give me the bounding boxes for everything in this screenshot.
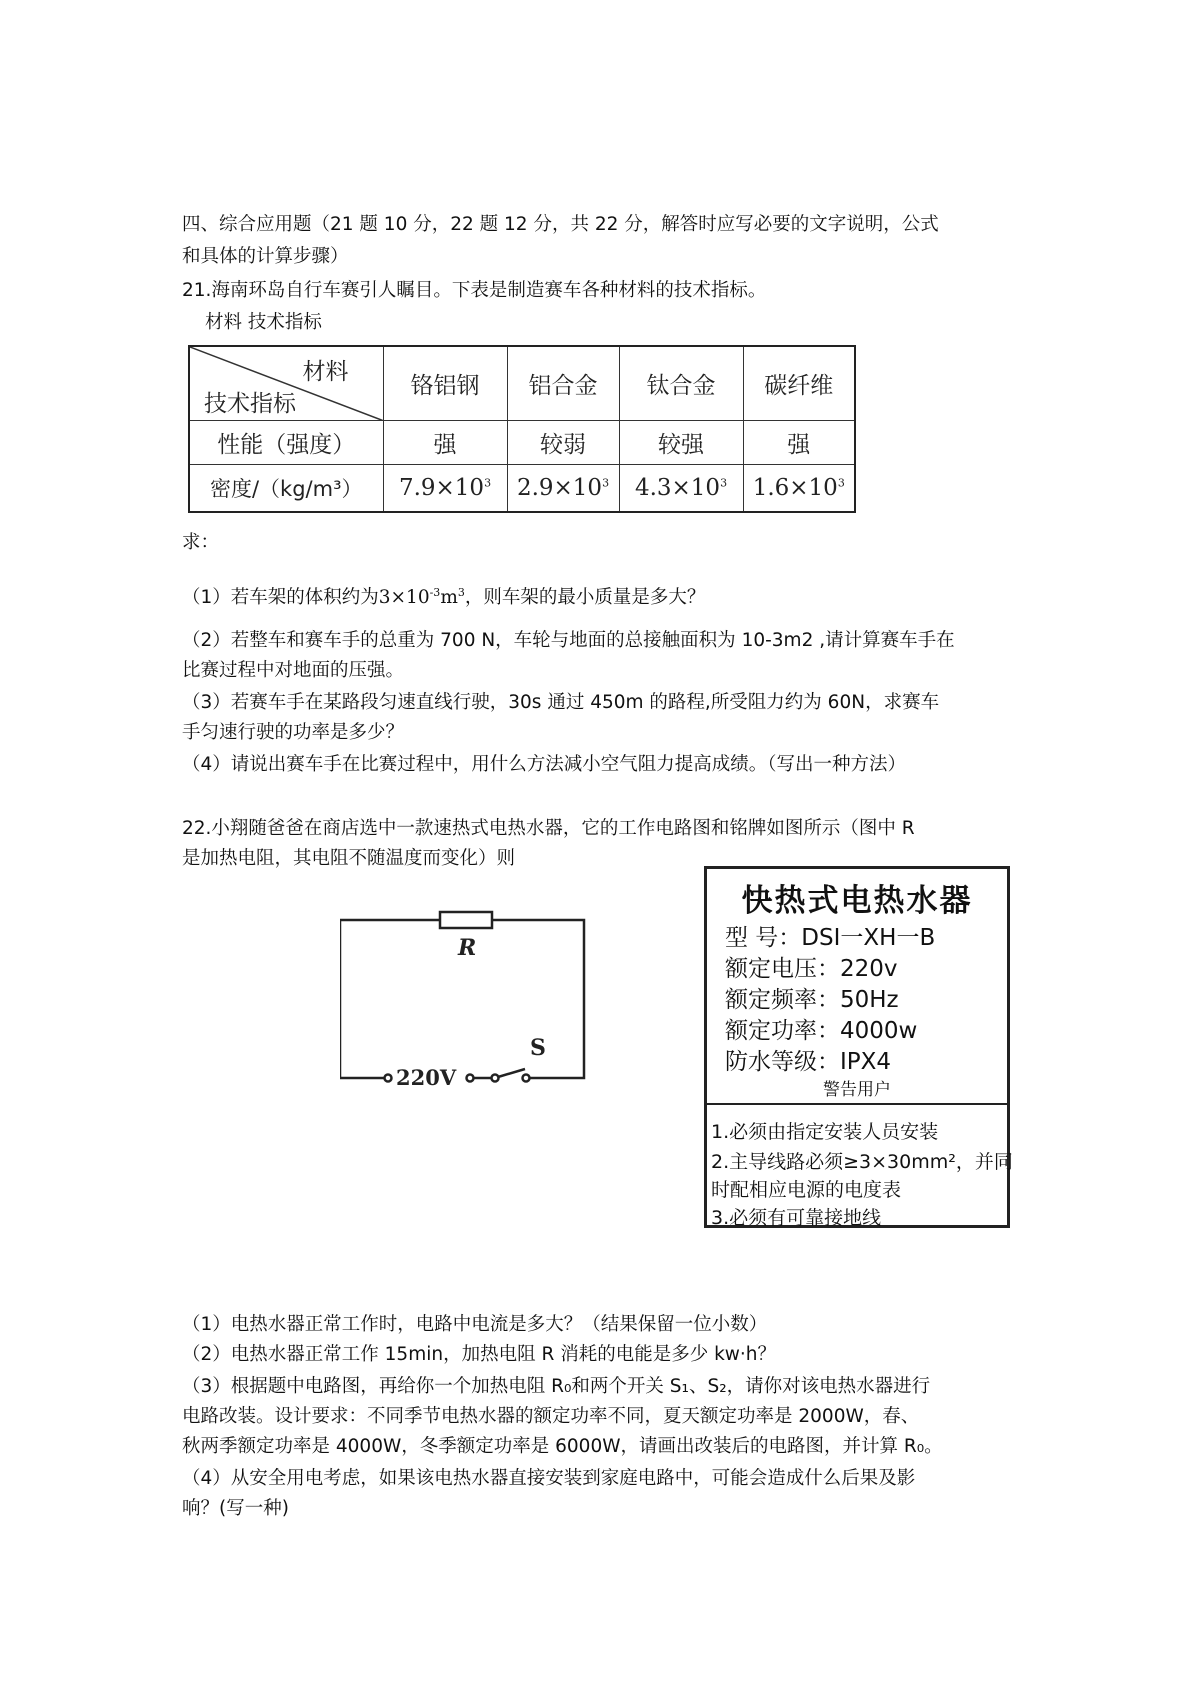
nameplate-waterproof: 防水等级：IPX4 — [725, 1049, 892, 1075]
switch-contact-icon — [523, 1075, 530, 1082]
q22-part2: （2）电热水器正常工作 15min，加热电阻 R 消耗的电能是多少 kw·h？ — [182, 1344, 777, 1365]
circuit-diagram — [340, 895, 600, 1095]
q21-part2-line1: （2）若整车和赛车手的总重为 700 N，车轮与地面的总接触面积为 10-3m2 ,请计算赛车手在 — [182, 630, 955, 651]
switch-icon — [498, 1069, 525, 1077]
nameplate-warning-title: 警告用户 — [823, 1080, 891, 1100]
material-header: 铝合金 — [507, 346, 619, 420]
switch-contact-icon — [492, 1075, 499, 1082]
q22-part3-line2: 电路改装。设计要求：不同季节电热水器的额定功率不同，夏天额定功率是 2000W，春、 — [182, 1406, 920, 1427]
nameplate-voltage: 额定电压：220v — [725, 956, 898, 982]
nameplate-frequency: 额定频率：50Hz — [725, 987, 899, 1013]
nameplate-model: 型 号：DSI一XH一B — [725, 925, 936, 951]
table-corner-cell — [189, 346, 383, 420]
corner-label-material: 材料 — [302, 359, 349, 385]
q21-part3-line2: 手匀速行驶的功率是多少？ — [182, 722, 405, 743]
strength-cell: 较弱 — [507, 420, 619, 464]
voltage-label: 220V — [396, 1065, 457, 1090]
density-cell: $1.6\times 10^3$ — [743, 464, 855, 512]
nameplate-power: 额定功率：4000w — [725, 1018, 918, 1044]
terminal-icon — [385, 1075, 392, 1082]
density-cell: $7.9\times 10^3$ — [383, 464, 507, 512]
q21-part2-line2: 比赛过程中对地面的压强。 — [182, 660, 405, 681]
row-label-density: 密度/（kg/m³） — [189, 464, 383, 512]
strength-cell: 强 — [383, 420, 507, 464]
nameplate-note: 2.主导线路必须≥3×30mm²，并同 — [711, 1151, 1013, 1173]
corner-label-index: 技术指标 — [204, 390, 296, 417]
q22-part1: （1）电热水器正常工作时，电路中电流是多大？（结果保留一位小数） — [182, 1314, 768, 1335]
circuit-wire — [340, 920, 385, 1078]
resistor-label: R — [458, 935, 477, 961]
section-title-line2: 和具体的计算步骤） — [182, 246, 349, 267]
q22-part3-line3: 秋两季额定功率是 4000W，冬季额定功率是 6000W，请画出改装后的电路图，并计算 R₀。 — [182, 1436, 943, 1457]
switch-label: S — [530, 1035, 546, 1061]
nameplate-note: 3.必须有可靠接地线 — [711, 1207, 882, 1229]
q21-table-caption: 材料 技术指标 — [205, 312, 322, 333]
material-header: 碳纤维 — [743, 346, 855, 420]
nameplate-note: 1.必须由指定安装人员安装 — [711, 1121, 939, 1143]
material-header: 铬铝钢 — [383, 346, 507, 420]
q22-part4-line1: （4）从安全用电考虑，如果该电热水器直接安装到家庭电路中，可能会造成什么后果及影 — [182, 1468, 916, 1489]
q21-part1: （1）若车架的体积约为$3\times 10^{-3}m^3$，则车架的最小质量是多大？ — [182, 586, 706, 609]
material-header: 钛合金 — [619, 346, 743, 420]
q22-stem-line2: 是加热电阻，其电阻不随温度而变化）则 — [182, 848, 516, 869]
strength-cell: 强 — [743, 420, 855, 464]
q21-ask: 求： — [182, 532, 220, 553]
q21-stem: 21.海南环岛自行车赛引人瞩目。下表是制造赛车各种材料的技术指标。 — [182, 280, 767, 301]
nameplate-warning-box — [707, 1103, 1013, 1229]
density-cell: $4.3\times 10^3$ — [619, 464, 743, 512]
section-title-line1: 四、综合应用题（21 题 10 分，22 题 12 分，共 22 分，解答时应写必要的文字说明，公式 — [182, 214, 939, 235]
q21-part3-line1: （3）若赛车手在某路段匀速直线行驶，30s 通过 450m 的路程,所受阻力约为 60N，求赛车 — [182, 692, 940, 713]
q21-part4: （4）请说出赛车手在比赛过程中，用什么方法减小空气阻力提高成绩。（写出一种方法） — [182, 754, 907, 775]
strength-cell: 较强 — [619, 420, 743, 464]
resistor-icon — [440, 912, 492, 928]
row-label-strength: 性能（强度） — [189, 420, 383, 464]
nameplate-note: 时配相应电源的电度表 — [711, 1179, 902, 1201]
density-cell: $2.9\times 10^3$ — [507, 464, 619, 512]
q22-part4-line2: 响？(写一种) — [182, 1498, 289, 1519]
materials-table — [188, 345, 856, 513]
heater-nameplate — [704, 866, 1013, 1229]
q22-stem-line1: 22.小翔随爸爸在商店选中一款速热式电热水器，它的工作电路图和铭牌如图所示（图中 R — [182, 818, 915, 839]
q22-part3-line1: （3）根据题中电路图，再给你一个加热电阻 R₀和两个开关 S₁、S₂，请你对该电热水器进行 — [182, 1376, 931, 1397]
terminal-icon — [467, 1075, 474, 1082]
nameplate-title: 快热式电热水器 — [741, 883, 973, 919]
